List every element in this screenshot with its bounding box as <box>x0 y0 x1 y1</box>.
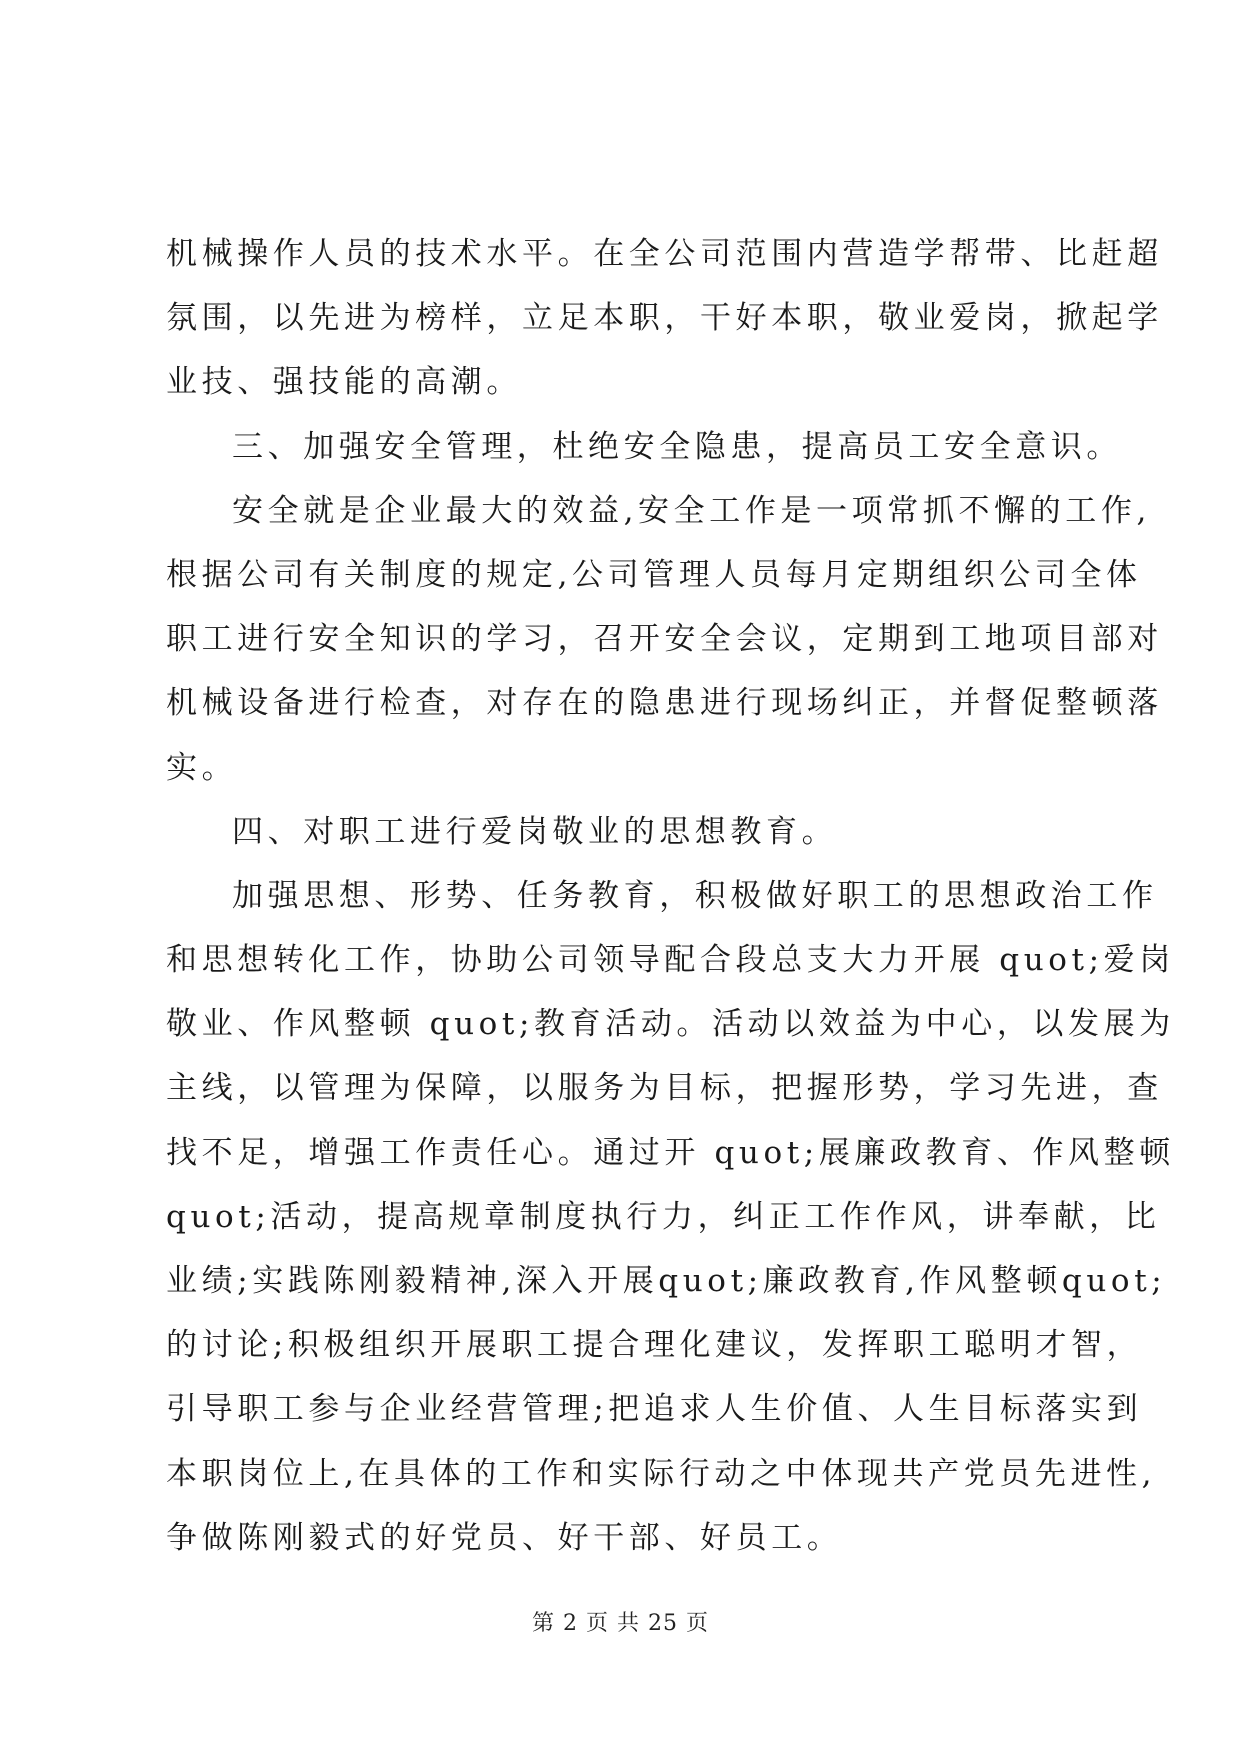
text-line: 安全就是企业最大的效益,安全工作是一项常抓不懈的工作, <box>232 492 1151 529</box>
text-line: 引导职工参与企业经营管理;把追求人生价值、人生目标落实到 <box>166 1391 1143 1428</box>
text-line: 机械设备进行检查，对存在的隐患进行现场纠正，并督促整顿落 <box>166 685 1163 722</box>
text-line: 三、加强安全管理，杜绝安全隐患，提高员工安全意识。 <box>232 428 1122 465</box>
text-line: 机械操作人员的技术水平。在全公司范围内营造学帮带、比赶超 <box>166 236 1163 272</box>
text-line: 氛围，以先进为榜样，立足本职，干好本职，敬业爱岗，掀起学 <box>166 300 1163 337</box>
text-line: 主线，以管理为保障，以服务为目标，把握形势，学习先进，查 <box>166 1070 1163 1107</box>
text-line: 加强思想、形势、任务教育，积极做好职工的思想政治工作 <box>232 877 1158 914</box>
text-line: quot;活动，提高规章制度执行力，纠正工作作风，讲奉献，比 <box>166 1198 1161 1235</box>
document-body <box>166 222 1175 1570</box>
page-footer: 第 2 页 共 25 页 <box>532 1611 709 1636</box>
text-line: 争做陈刚毅式的好党员、好干部、好员工。 <box>166 1519 843 1556</box>
text-line: 业技、强技能的高潮。 <box>166 364 522 401</box>
text-line: 职工进行安全知识的学习，召开安全会议，定期到工地项目部对 <box>166 621 1163 658</box>
text-line: 敬业、作风整顿 quot;教育活动。活动以效益为中心，以发展为 <box>166 1006 1175 1043</box>
text-line: 和思想转化工作，协助公司领导配合段总支大力开展 quot;爱岗 <box>166 942 1175 979</box>
text-line: 根据公司有关制度的规定,公司管理人员每月定期组织公司全体 <box>166 556 1142 593</box>
text-line: 实。 <box>166 749 238 786</box>
text-line: 的讨论;积极组织开展职工提合理化建议，发挥职工聪明才智， <box>166 1327 1143 1364</box>
text-line: 四、对职工进行爱岗敬业的思想教育。 <box>232 813 838 850</box>
text-line: 业绩;实践陈刚毅精神,深入开展quot;廉政教育,作风整顿quot; <box>166 1263 1167 1299</box>
text-line: 本职岗位上,在具体的工作和实际行动之中体现共产党员先进性, <box>166 1455 1157 1492</box>
text-line: 找不足，增强工作责任心。通过开 quot;展廉政教育、作风整顿 <box>166 1134 1175 1171</box>
